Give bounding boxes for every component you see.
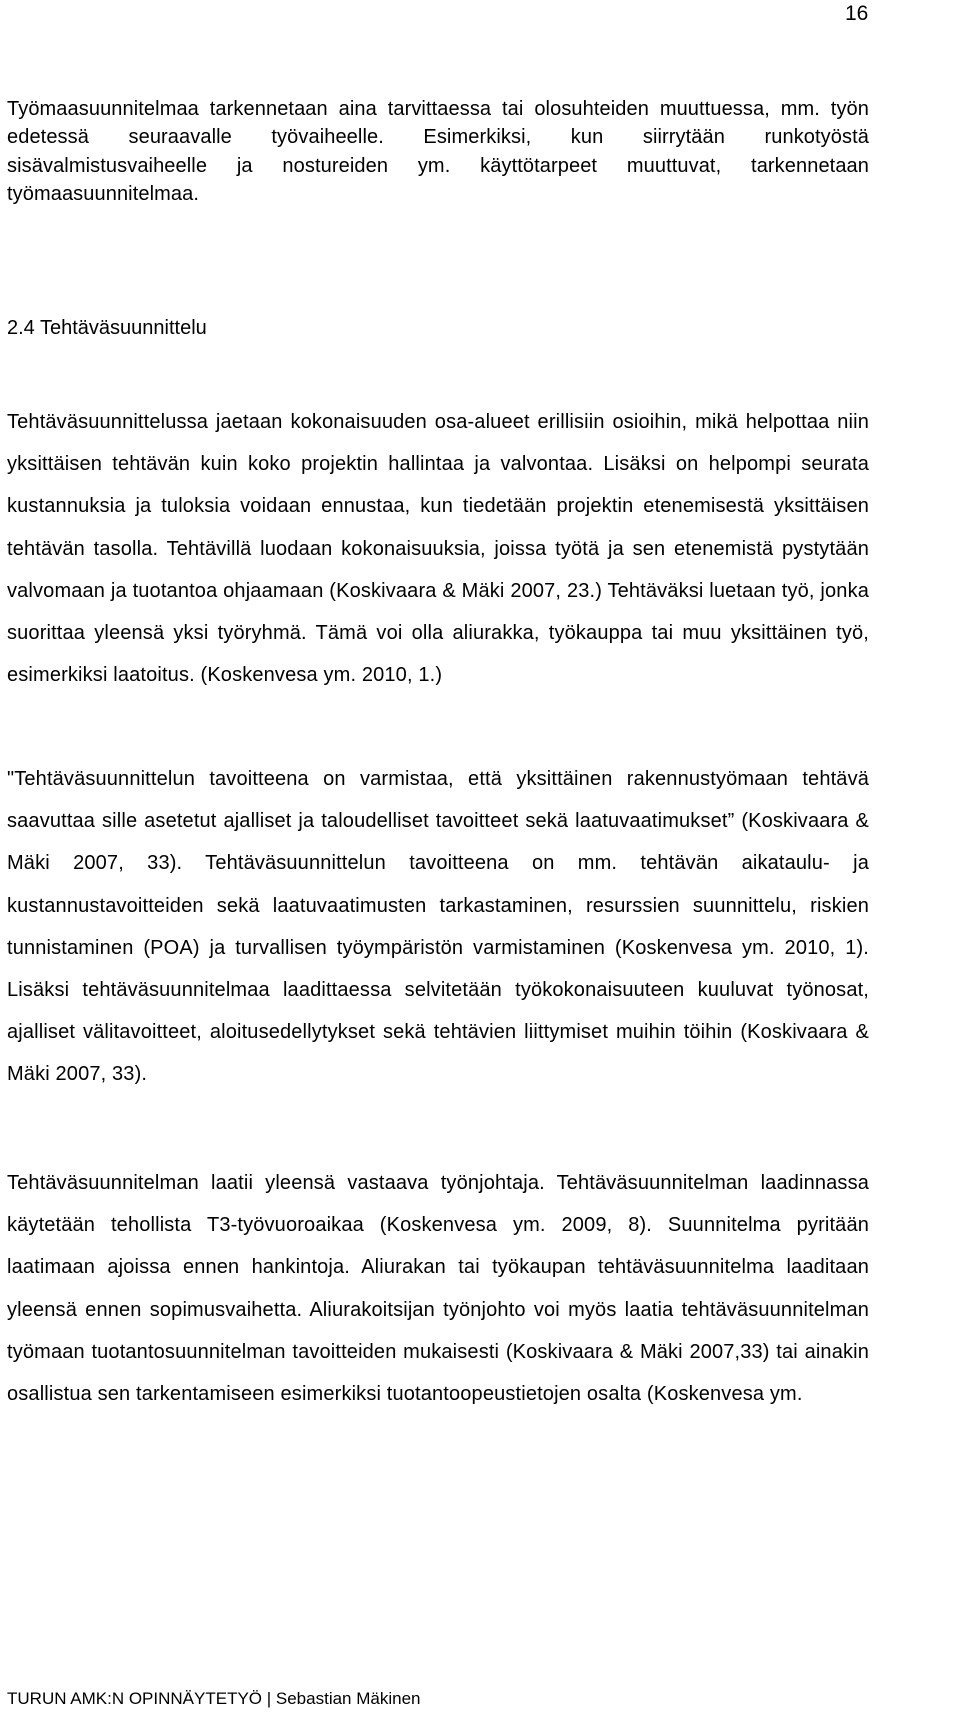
page-number: 16 xyxy=(845,2,869,25)
paragraph-task-planning: Tehtäväsuunnittelussa jaetaan kokonaisuuden osa-alueet erillisiin osioihin, mikä helpottaa niin yksittäisen tehtävän kuin koko projektin hallintaa ja valvontaa. Lisäksi on helpompi seurata kustannuksia ja tuloksia voidaan ennustaa, kun tiedetään projektin etenemisestä yksittäisen tehtävän tasolla. Tehtävillä luodaan kokonaisuuksia, joissa työtä ja sen etenemistä pystytään valvomaan ja tuotantoa ohjaamaan (Koskivaara & Mäki 2007, 23.) Tehtäväksi luetaan työ, jonka suorittaa yleensä yksi työryhmä. Tämä voi olla aliurakka, työkauppa tai muu yksittäinen työ, esimerkiksi laatoitus. (Koskenvesa ym. 2010, 1.) xyxy=(7,411,869,687)
page-footer: TURUN AMK:N OPINNÄYTETYÖ | Sebastian Mäkinen xyxy=(7,1689,421,1708)
paragraph-task-planning-goals: "Tehtäväsuunnittelun tavoitteena on varmistaa, että yksittäinen rakennustyömaan tehtävä saavuttaa sille asetetut ajalliset ja taloudelliset tavoitteet sekä laatuvaatimukset” (Koskivaara & Mäki 2007, 33). Tehtäväsuunnittelun tavoitteena on mm. tehtävän aikataulu- ja kustannustavoitteiden sekä laatuvaatimusten tarkastaminen, resurssien suunnittelu, riskien tunnistaminen (POA) ja turvallisen työympäristön varmistaminen (Koskenvesa ym. 2010, 1). Lisäksi tehtäväsuunnitelmaa laadittaessa selvitetään työkokonaisuuteen kuuluvat työnosat, ajalliset välitavoitteet, aloitusedellytykset sekä tehtävien liittymiset muihin töihin (Koskivaara & Mäki 2007, 33). xyxy=(7,768,869,1086)
section-heading: 2.4 Tehtäväsuunnittelu xyxy=(7,317,207,339)
paragraph-task-plan-preparation: Tehtäväsuunnitelman laatii yleensä vastaava työnjohtaja. Tehtäväsuunnitelman laadinnassa käytetään tehollista T3-työvuoroaikaa (Koskenvesa ym. 2009, 8). Suunnitelma pyritään laatimaan ajoissa ennen hankintoja. Aliurakan tai työkaupan tehtäväsuunnitelma laaditaan yleensä ennen sopimusvaihetta. Aliurakoitsijan työnjohto voi myös laatia tehtäväsuunnitelman työmaan tuotantosuunnitelman tavoitteiden mukaisesti (Koskivaara & Mäki 2007,33) tai ainakin osallistua sen tarkentamiseen esimerkiksi tuotantoopeustietojen osalta (Koskenvesa ym. xyxy=(7,1172,869,1406)
paragraph-intro: Työmaasuunnitelmaa tarkennetaan aina tarvittaessa tai olosuhteiden muuttuessa, mm. työn edetessä seuraavalle työvaiheelle. Esimerkiksi, kun siirrytään runkotyöstä sisävalmistusvaiheelle ja nostureiden ym. käyttötarpeet muuttuvat, tarkennetaan työmaasuunnitelmaa. xyxy=(7,98,869,205)
